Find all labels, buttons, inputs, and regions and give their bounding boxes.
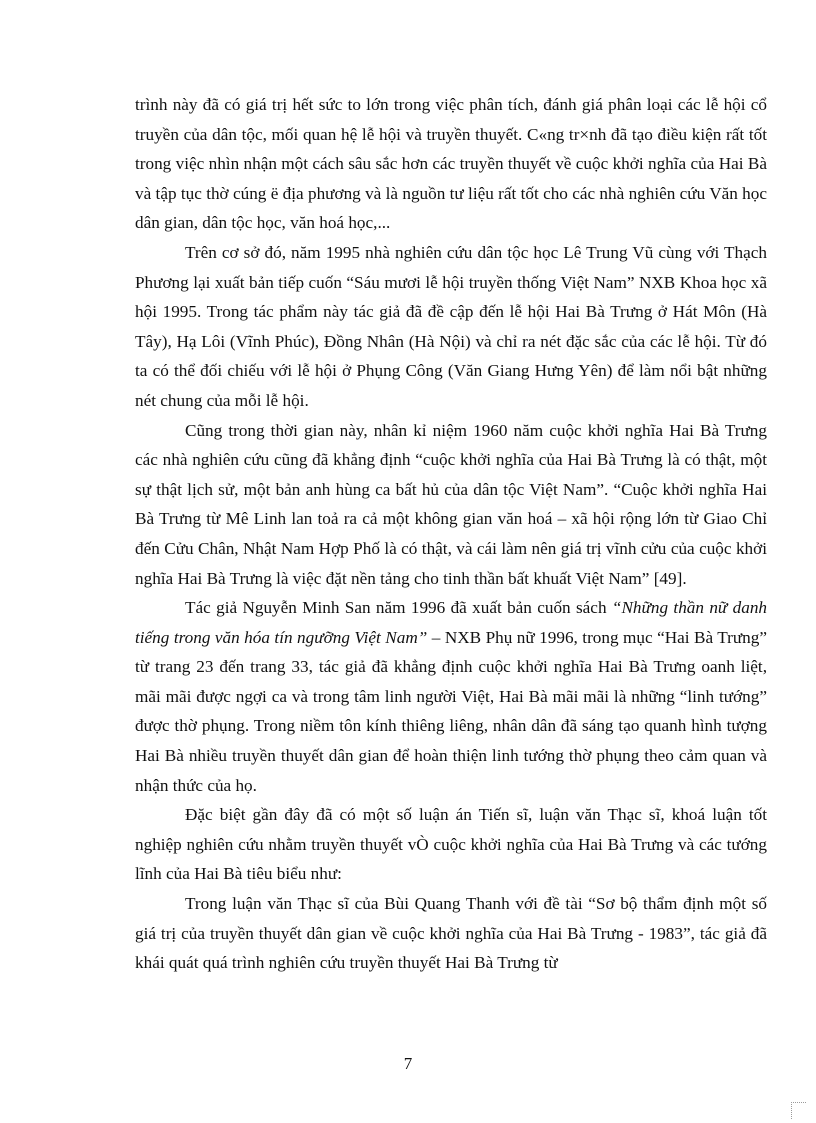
paragraph-2: Trên cơ sở đó, năm 1995 nhà nghiên cứu dân tộc học Lê Trung Vũ cùng với Thạch Phương lại xuất bản tiếp cuốn “Sáu mươi lễ hội truyền thống Việt Nam” NXB Khoa học xã hội 1995. Trong tác phẩm này tác giả đã đề cập đến lễ hội Hai Bà Trưng ở Hát Môn (Hà Tây), Hạ Lôi (Vĩnh Phúc), Đồng Nhân (Hà Nội) và chỉ ra nét đặc sắc của các lễ hội. Từ đó ta có thể đối chiếu với lễ hội ở Phụng Công (Văn Giang Hưng Yên) để làm nổi bật những nét chung của mỗi lễ hội. — [135, 242, 767, 410]
book-title: “Những thần nữ danh tiếng trong văn hóa tín ngưỡng Việt Nam” — [135, 598, 768, 647]
paragraph-1: trình này đã có giá trị hết sức to lớn trong việc phân tích, đánh giá phân loại các lễ hội cổ truyền của dân tộc, mối quan hệ lễ hội và truyền thuyết. C«ng tr×nh đã tạo điều kiện rất tốt trong việc nhìn nhận một cách sâu sắc hơn các truyền thuyết về cuộc khởi nghĩa của Hai Bà và tập tục thờ cúng ë địa phương và là nguồn tư liệu rất tốt cho các nhà nghiên cứu Văn học dân gian, dân tộc học, văn hoá học,... — [135, 95, 767, 233]
body-text — [135, 90, 767, 978]
paragraph-3: Cũng trong thời gian này, nhân kỉ niệm 1960 năm cuộc khởi nghĩa Hai Bà Trưng các nhà nghiên cứu cũng đã khẳng định “cuộc khởi nghĩa của Hai Bà Trưng là có thật, một sự thật lịch sử, một bản anh hùng ca bất hủ của dân tộc Việt Nam”. “Cuộc khởi nghĩa Hai Bà Trưng từ Mê Linh lan toả ra cả một không gian văn hoá – xã hội rộng lớn từ Giao Chỉ đến Cửu Chân, Nhật Nam Hợp Phố là có thật, và cái làm nên giá trị vĩnh cửu của cuộc khởi nghĩa Hai Bà Trưng là việc đặt nền tảng cho tinh thần bất khuất Việt Nam” [49]. — [135, 420, 767, 588]
paragraph-6: Trong luận văn Thạc sĩ của Bùi Quang Thanh với đề tài “Sơ bộ thẩm định một số giá trị của truyền thuyết dân gian về cuộc khởi nghĩa của Hai Bà Trưng - 1983”, tác giả đã khái quát quá trình nghiên cứu truyền thuyết Hai Bà Trưng từ — [135, 894, 767, 973]
paragraph-4-intro: Tác giả Nguyễn Minh San năm 1996 đã xuất bản cuốn sách — [185, 598, 612, 618]
paragraph-4 — [135, 593, 767, 800]
corner-crop-mark — [791, 1102, 806, 1119]
page-number: 7 — [403, 1054, 413, 1073]
paragraph-4-rest: – NXB Phụ nữ 1996, trong mục “Hai Bà Trưng” từ trang 23 đến trang 33, tác giả đã khẳng định cuộc khởi nghĩa Hai Bà Trưng oanh liệt, mãi mãi được ngợi ca và trong tâm linh người Việt, Hai Bà mãi mãi là những “linh tướng” được thờ phụng. Trong niềm tôn kính thiêng liêng, nhân dân đã sáng tạo quanh hình tượng Hai Bà nhiều truyền thuyết dân gian để hoàn thiện linh tướng thờ phụng theo cảm quan và nhận thức của họ. — [135, 627, 767, 795]
paragraph-5: Đặc biệt gần đây đã có một số luận án Tiến sĩ, luận văn Thạc sĩ, khoá luận tốt nghiệp nghiên cứu nhằm truyền thuyết vÒ cuộc khởi nghĩa của Hai Bà Trưng và các tướng lĩnh của Hai Bà tiêu biểu như: — [135, 805, 767, 884]
